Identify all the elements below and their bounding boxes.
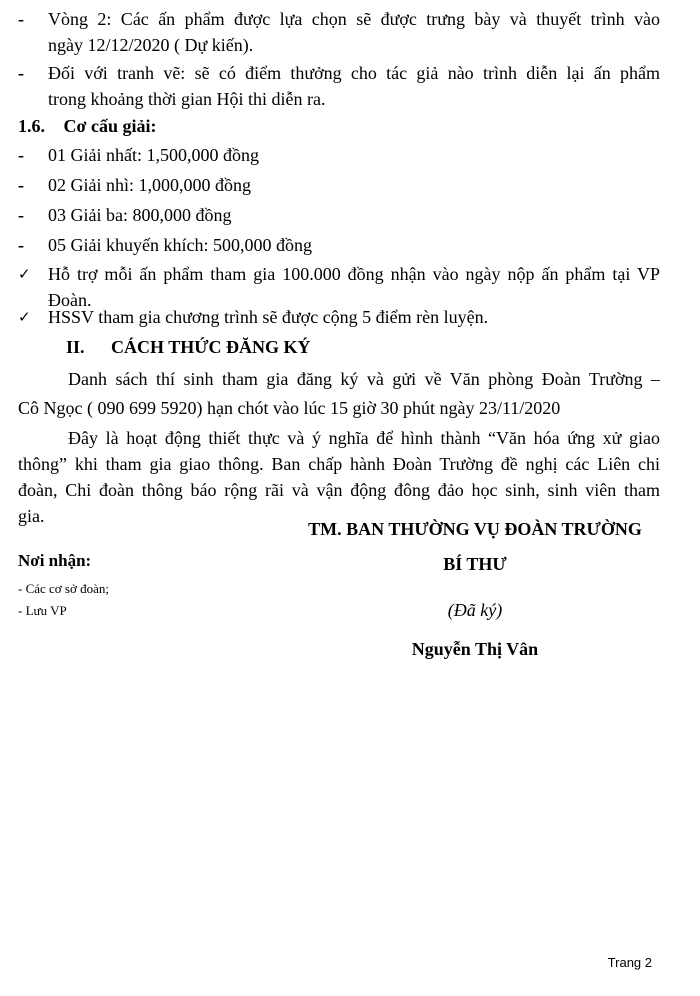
list-bullet: - — [18, 145, 24, 165]
section-title: CÁCH THỨC ĐĂNG KÝ — [111, 337, 311, 357]
paragraph-line: Đây là hoạt động thiết thực và ý nghĩa để hình thành “Văn hóa ứng xử giao — [68, 428, 660, 448]
signature-block — [290, 516, 660, 662]
recipient-item: - Lưu VP — [18, 603, 67, 618]
checkmark-icon: ✓ — [18, 265, 31, 283]
section-heading — [66, 334, 660, 360]
list-bullet: - — [18, 205, 24, 225]
paragraph-line: đoàn, Chi đoàn thông báo rộng rãi và vận động đông đảo học sinh, sinh viên tham — [18, 480, 660, 500]
paragraph-line: Cô Ngọc ( 090 699 5920) hạn chót vào lúc 15 giờ 30 phút ngày 23/11/2020 — [18, 398, 561, 418]
list-item-line: Đối với tranh vẽ: sẽ có điểm thưởng cho tác giả nào trình diễn lại ấn phẩm — [48, 63, 660, 83]
prize-item — [18, 172, 660, 198]
prize-item — [18, 202, 660, 228]
prize-text: 02 Giải nhì: 1,000,000 đồng — [48, 175, 251, 195]
benefit-line: HSSV tham gia chương trình sẽ được cộng 5 điểm rèn luyện. — [48, 307, 489, 327]
paragraph-line: gia. — [18, 506, 45, 526]
paragraph-line: Danh sách thí sinh tham gia đăng ký và gửi về Văn phòng Đoàn Trường – — [68, 369, 660, 389]
list-item-line: Vòng 2: Các ấn phẩm được lựa chọn sẽ được trưng bày và thuyết trình vào — [48, 9, 660, 29]
checkmark-icon: ✓ — [18, 308, 31, 326]
section-number: 1.6. — [18, 116, 45, 136]
section-heading — [18, 113, 660, 139]
list-bullet: - — [18, 9, 24, 29]
signature-status: (Đã ký) — [447, 600, 503, 620]
page-number: Trang 2 — [607, 955, 652, 970]
prize-text: 01 Giải nhất: 1,500,000 đồng — [48, 145, 259, 165]
benefit-item — [18, 304, 660, 330]
section-number: II. — [66, 337, 85, 357]
benefit-line: Hỗ trợ mỗi ấn phẩm tham gia 100.000 đồng nhận vào ngày nộp ấn phẩm tại VP — [48, 264, 660, 284]
paragraph-line: thông” khi tham gia giao thông. Ban chấp hành Đoàn Trường đề nghị các Liên chi — [18, 454, 660, 474]
list-item-line: ngày 12/12/2020 ( Dự kiến). — [48, 35, 254, 55]
closing-paragraph — [18, 425, 660, 529]
signature-org: TM. BAN THƯỜNG VỤ ĐOÀN TRƯỜNG — [308, 519, 642, 539]
prize-text: 05 Giải khuyến khích: 500,000 đồng — [48, 235, 312, 255]
signature-role: BÍ THƯ — [443, 554, 507, 574]
recipients-title: Nơi nhận: — [18, 551, 92, 570]
recipients-list — [18, 578, 109, 622]
list-item — [18, 60, 660, 112]
list-bullet: - — [18, 175, 24, 195]
benefit-line: Đoàn. — [48, 290, 92, 310]
list-bullet: - — [18, 63, 24, 83]
prize-item — [18, 232, 660, 258]
section-title: Cơ cấu giải: — [63, 116, 157, 136]
list-item — [18, 6, 660, 58]
prize-text: 03 Giải ba: 800,000 đồng — [48, 205, 232, 225]
registration-paragraph — [18, 366, 660, 421]
signer-name: Nguyễn Thị Vân — [411, 639, 539, 659]
list-item-line: trong khoảng thời gian Hội thi diễn ra. — [48, 89, 326, 109]
prize-item — [18, 142, 660, 168]
recipient-item: - Các cơ sở đoàn; — [18, 581, 109, 596]
list-bullet: - — [18, 235, 24, 255]
